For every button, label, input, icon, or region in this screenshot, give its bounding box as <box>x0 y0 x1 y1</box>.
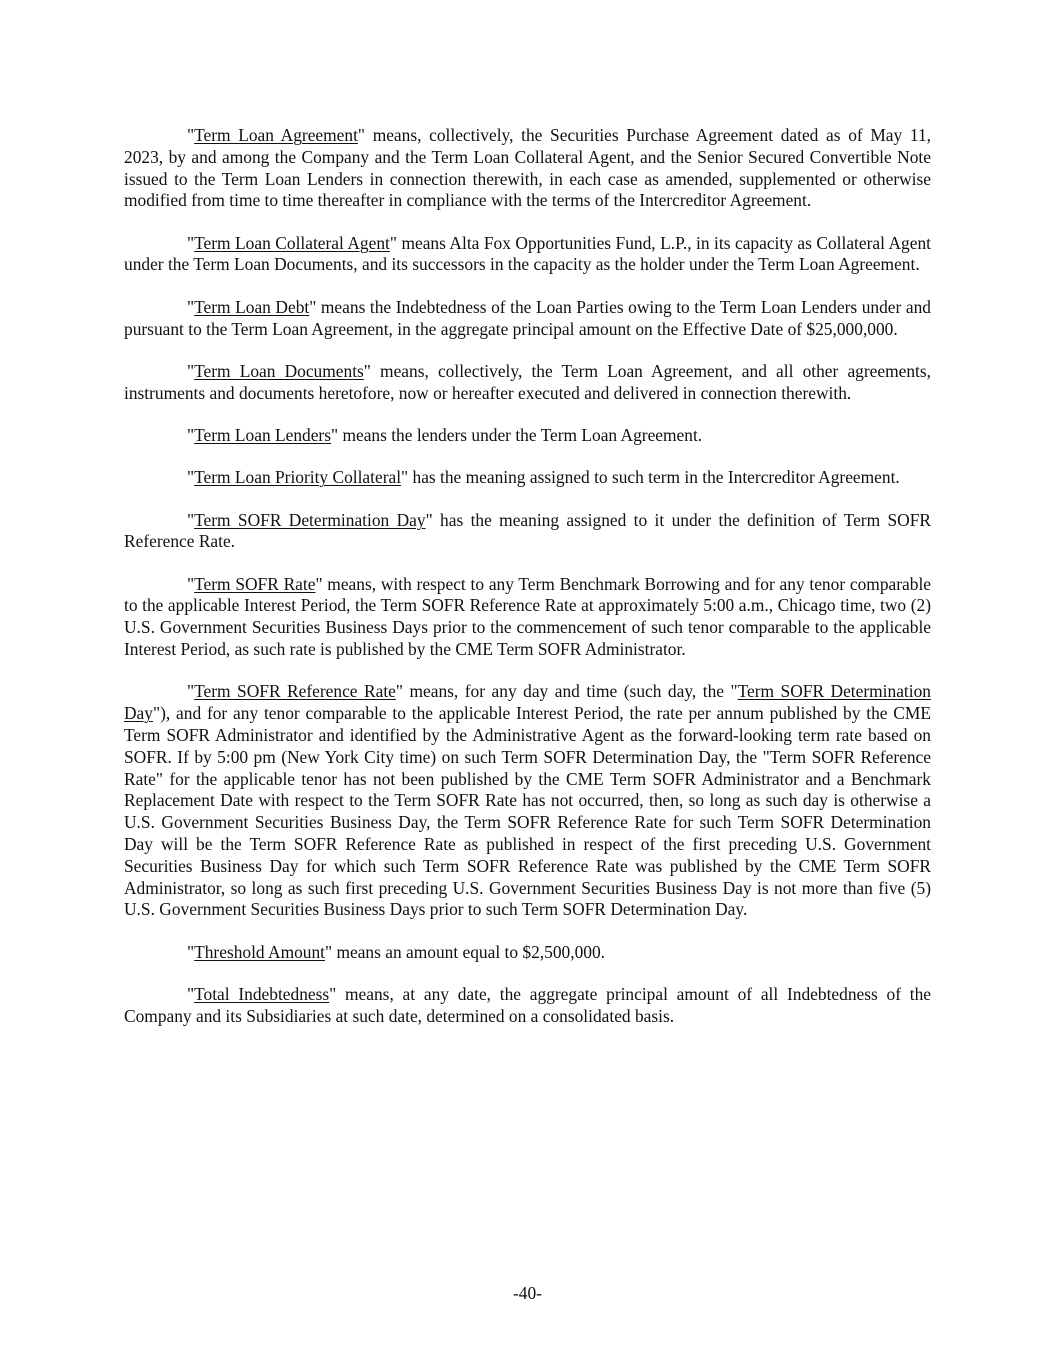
defined-term: Term SOFR Determination Day <box>194 509 426 530</box>
definition-text: " means Alta Fox Opportunities Fund, L.P., in its capacity as Collateral Agent under the Term Loan Documents, and its successors in the capacity as the holder under the Term Loan Agreement. <box>124 232 931 275</box>
definition-text-continued: "), and for any tenor comparable to the applicable Interest Period, the rate per annum published by the CME Term SOFR Administrator and identified by the Administrative Agent as the forward-looking term rate based on SOFR. If by 5:00 pm (New York City time) on such Term SOFR Determination Day, the "Term SOFR Reference Rate" for the applicable tenor has not been published by the CME Term SOFR Administrator and a Benchmark Replacement Date with respect to the Term SOFR Rate has not occurred, then, so long as such day is otherwise a U.S. Government Securities Business Day, the Term SOFR Reference Rate for such Term SOFR Determination Day will be the Term SOFR Reference Rate as published in respect of the first preceding U.S. Government Securities Business Day for which such Term SOFR Reference Rate was published by the CME Term SOFR Administrator, so long as such first preceding U.S. Government Securities Business Day is not more than five (5) U.S. Government Securities Business Days prior to such Term SOFR Determination Day. <box>124 703 931 920</box>
defined-term: Term SOFR Rate <box>194 573 316 594</box>
definition-threshold-amount: "Threshold Amount" means an amount equal to $2,500,000. <box>187 941 605 962</box>
defined-term: Term SOFR Reference Rate <box>194 681 396 702</box>
defined-term: Total Indebtedness <box>194 983 330 1004</box>
definition-text: " means the Indebtedness of the Loan Parties owing to the Term Loan Lenders under and pursuant to the Term Loan Agreement, in the aggregate principal amount on the Effective Date of $25,000,000. <box>124 296 931 339</box>
definition-term-loan-collateral-agent: "Term Loan Collateral Agent" means Alta Fox Opportunities Fund, L.P., in its capacity as Collateral Agent under the Term Loan Documents, and its successors in the capacity as the holder under the Term Loan Agreement. <box>124 232 931 275</box>
definition-term-loan-priority-collateral: "Term Loan Priority Collateral" has the meaning assigned to such term in the Intercreditor Agreement. <box>187 467 900 488</box>
defined-term: Term Loan Lenders <box>194 424 331 445</box>
defined-term-inline: Term SOFR Determination Day <box>124 681 931 724</box>
definition-term-sofr-rate: "Term SOFR Rate" means, with respect to any Term Benchmark Borrowing and for any tenor comparable to the applicable Interest Period, the Term SOFR Reference Rate at approximately 5:00 a.m., Chicago time, two (2) U.S. Government Securities Business Days prior to the commencement of such tenor comparable to the applicable Interest Period, as such rate is published by the CME Term SOFR Administrator. <box>124 573 931 660</box>
defined-term: Term Loan Documents <box>194 360 364 381</box>
definition-text: " means an amount equal to $2,500,000. <box>325 941 605 962</box>
definition-text: " means, with respect to any Term Benchmark Borrowing and for any tenor comparable to the applicable Interest Period, the Term SOFR Reference Rate at approximately 5:00 a.m., Chicago time, two (2) U.S. Government Securities Business Days prior to the commencement of such tenor comparable to the applicable Interest Period, as such rate is published by the CME Term SOFR Administrator. <box>124 573 931 660</box>
definition-total-indebtedness: "Total Indebtedness" means, at any date, the aggregate principal amount of all Indebtedness of the Company and its Subsidiaries at such date, determined on a consolidated basis. <box>124 983 932 1026</box>
defined-term: Term Loan Debt <box>194 296 310 317</box>
defined-term: Term Loan Priority Collateral <box>194 467 402 488</box>
definition-term-loan-debt: "Term Loan Debt" means the Indebtedness of the Loan Parties owing to the Term Loan Lenders under and pursuant to the Term Loan Agreement, in the aggregate principal amount on the Effective Date of $25,000,000. <box>124 296 931 339</box>
definitions-section <box>124 125 931 1048</box>
definition-text: " means, collectively, the Securities Purchase Agreement dated as of May 11, 2023, by and among the Company and the Term Loan Collateral Agent, and the Senior Secured Convertible Note issued to the Term Loan Lenders in connection therewith, in each case as amended, supplemented or otherwise modified from time to time thereafter in compliance with the terms of the Intercreditor Agreement. <box>124 125 931 211</box>
defined-term: Term Loan Collateral Agent <box>194 232 390 253</box>
definition-text: " has the meaning assigned to such term in the Intercreditor Agreement. <box>401 467 900 488</box>
definition-term-loan-documents: "Term Loan Documents" means, collectively, the Term Loan Agreement, and all other agreements, instruments and documents heretofore, now or hereafter executed and delivered in connection therewith. <box>124 360 931 403</box>
definition-text: " has the meaning assigned to it under the definition of Term SOFR Reference Rate. <box>124 509 931 552</box>
definition-term-loan-lenders: "Term Loan Lenders" means the lenders under the Term Loan Agreement. <box>187 424 703 445</box>
definition-text: " means, for any day and time (such day, the " <box>395 681 738 702</box>
definition-text: " means, at any date, the aggregate principal amount of all Indebtedness of the Company and its Subsidiaries at such date, determined on a consolidated basis. <box>124 983 932 1026</box>
definition-text: " means, collectively, the Term Loan Agreement, and all other agreements, instruments and documents heretofore, now or hereafter executed and delivered in connection therewith. <box>124 360 931 403</box>
definition-term-loan-agreement: "Term Loan Agreement" means, collectively, the Securities Purchase Agreement dated as of May 11, 2023, by and among the Company and the Term Loan Collateral Agent, and the Senior Secured Convertible Note issued to the Term Loan Lenders in connection therewith, in each case as amended, supplemented or otherwise modified from time to time thereafter in compliance with the terms of the Intercreditor Agreement. <box>124 125 931 211</box>
definition-term-sofr-reference-rate: "Term SOFR Reference Rate" means, for any day and time (such day, the "Term SOFR Determination Day"), and for any tenor comparable to the applicable Interest Period, the rate per annum published by the CME Term SOFR Administrator and identified by the Administrative Agent as the forward-looking term rate based on SOFR. If by 5:00 pm (New York City time) on such Term SOFR Determination Day, the "Term SOFR Reference Rate" for the applicable tenor has not been published by the CME Term SOFR Administrator and a Benchmark Replacement Date with respect to the Term SOFR Rate has not occurred, then, so long as such day is otherwise a U.S. Government Securities Business Day, the Term SOFR Reference Rate for such Term SOFR Determination Day will be the Term SOFR Reference Rate as published in respect of the first preceding U.S. Government Securities Business Day for which such Term SOFR Reference Rate was published by the CME Term SOFR Administrator, so long as such first preceding U.S. Government Securities Business Day is not more than five (5) U.S. Government Securities Business Days prior to such Term SOFR Determination Day. <box>124 681 931 920</box>
defined-term: Term Loan Agreement <box>194 125 358 145</box>
page-number: -40- <box>513 1283 542 1303</box>
definition-text: " means the lenders under the Term Loan Agreement. <box>331 424 703 445</box>
definition-term-sofr-determination-day: "Term SOFR Determination Day" has the meaning assigned to it under the definition of Term SOFR Reference Rate. <box>124 509 931 552</box>
defined-term: Threshold Amount <box>194 941 326 962</box>
